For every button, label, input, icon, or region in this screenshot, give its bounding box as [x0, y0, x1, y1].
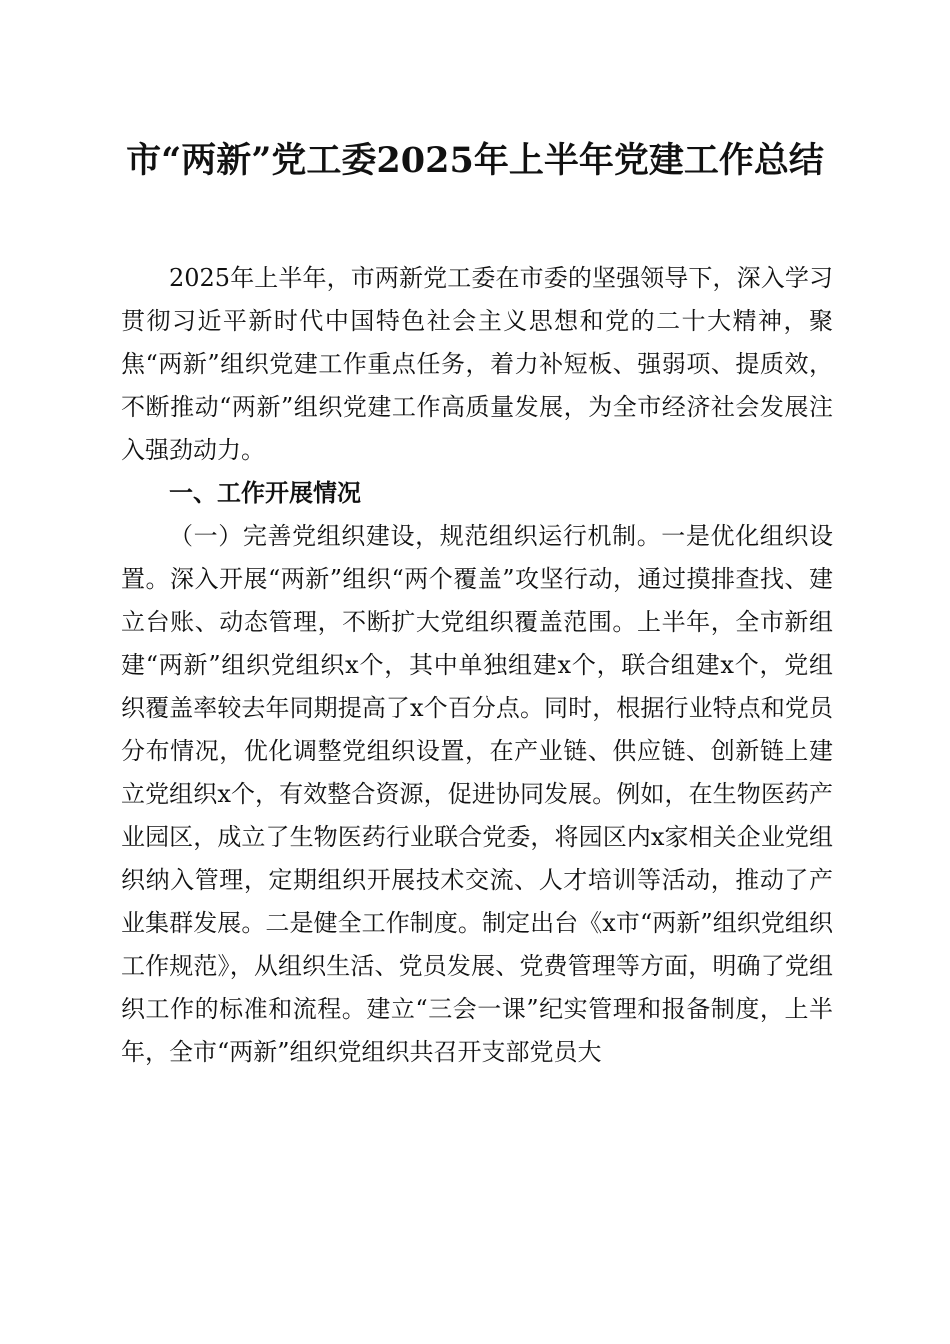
section-paragraph: （一）完善党组织建设，规范组织运行机制。一是优化组织设置。深入开展“两新”组织“两个覆盖”攻坚行动，通过摸排查找、建立台账、动态管理，不断扩大党组织覆盖范围。上半年，全市新组建“两新”组织党组织x个，其中单独组建x个，联合组建x个，党组织覆盖率较去年同期提高了x个百分点。同时，根据行业特点和党员分布情况，优化调整党组织设置，在产业链、供应链、创新链上建立党组织x个，有效整合资源，促进协同发展。例如，在生物医药产业园区，成立了生物医药行业联合党委，将园区内x家相关企业党组织纳入管理，定期组织开展技术交流、人才培训等活动，推动了产业集群发展。二是健全工作制度。制定出台《x市“两新”组织党组织工作规范》，从组织生活、党员发展、党费管理等方面，明确了党组织工作的标准和流程。建立“三会一课”纪实管理和报备制度，上半年，全市“两新”组织党组织共召开支部党员大 — [121, 522, 833, 1066]
document-body — [121, 257, 833, 1074]
section-heading: 一、工作开展情况 — [169, 479, 361, 507]
intro-paragraph: 2025年上半年，市两新党工委在市委的坚强领导下，深入学习贯彻习近平新时代中国特色社会主义思想和党的二十大精神，聚焦“两新”组织党建工作重点任务，着力补短板、强弱项、提质效，不断推动“两新”组织党建工作高质量发展，为全市经济社会发展注入强劲动力。 — [121, 264, 833, 464]
document-title: 市“两新”党工委2025年上半年党建工作总结 — [126, 140, 824, 181]
